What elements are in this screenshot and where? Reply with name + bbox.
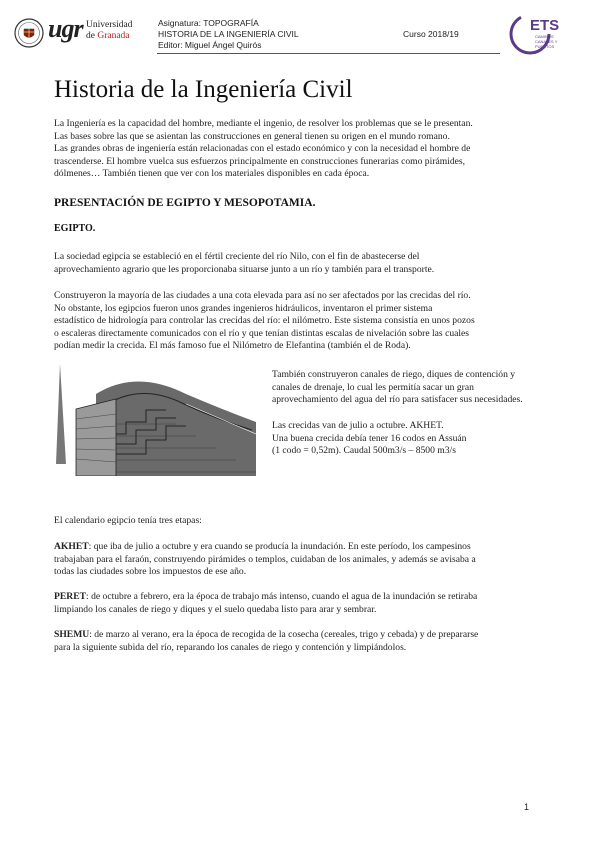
university-name: Universidad de Granada — [86, 20, 133, 41]
header-divider — [157, 53, 500, 54]
season-peret: PERET: de octubre a febrero, era la época de trabajo más intenso, cuando el agua de la inundación se retiraba limpiando los canales de riego y diques y el suelo quedaba listo para arar y sembrar. — [54, 591, 478, 615]
side-paragraph-2: Las crecidas van de julio a octubre. AKHET. Una buena crecida debía tener 16 codos en Assuán (1 codo = 0,52m). Caudal 500m3/s – 8500 m3/s — [272, 420, 467, 456]
ets-caption-line-1: CAMINOS — [535, 34, 554, 39]
ets-logo-text: ETS — [530, 17, 560, 34]
nilometer-illustration — [56, 364, 258, 476]
intro-paragraph: La Ingeniería es la capacidad del hombre, mediante el ingenio, de resolver los problemas que se le presentan. Las bases sobre las que se asientan las construcciones en general tienen su origen en el mundo romano. Las grandes obras de ingeniería están relacionadas con el estado económico y con la necesidad el hombre de trascenderse. El hombre vuelca sus esfuerzos principalmente en construcciones funerarias como pirámides, dólmenes… También tienen que ver con los materiales disponibles en cada época. — [54, 118, 473, 179]
season-shemu: SHEMU: de marzo al verano, era la época de recogida de la cosecha (cereales, trigo y cebada) y de prepararse para la siguiente subida del río, reparando los canales de riego y contención y limpiándolos. — [54, 629, 479, 653]
season-akhet: AKHET: que iba de julio a octubre y era cuando se producía la inundación. En este período, los campesinos trabajaban para el faraón, construyendo pirámides o templos, cuidaban de los animales, y además se avisaba a todas las ciudades sobre los impuestos de ese año. — [54, 541, 476, 577]
side-paragraph-1: También construyeron canales de riego, diques de contención y canales de drenaje, lo cual les permitía sacar un gran aprovechamiento del agua del río para satisfacer sus necesidades. — [272, 369, 523, 405]
subsection-heading: EGIPTO. — [54, 223, 96, 234]
page-number: 1 — [524, 802, 530, 812]
egypt-paragraph-2: Construyeron la mayoría de las ciudades a una cota elevada para así no ser afectados por las crecidas del río. No obstante, los egipcios fueron unos grandes ingenieros hidráulicos, inventaron el primer sistema estadístico de hidrología para controlar las crecidas del río: el nilómetro. Este sistema consistía en unos pozos o escaleras directamente comunicados con el río y que tenían distintas escalas de nivelación sobre las cuales podían medir la crecida. El más famoso fue el Nilómetro de Elefantina (también el de Roda). — [54, 290, 475, 351]
page-title: Historia de la Ingeniería Civil — [54, 76, 353, 103]
ets-logo-icon — [504, 12, 564, 56]
ets-caption-line-3: PUERTOS — [535, 44, 555, 49]
calendar-intro: El calendario egipcio tenía tres etapas: — [54, 515, 202, 526]
editor-label: Editor: Miguel Ángel Quirós — [158, 40, 262, 50]
ets-caption-line-2: CANALES Y — [535, 39, 558, 44]
section-heading: PRESENTACIÓN DE EGIPTO Y MESOPOTAMIA. — [54, 197, 316, 209]
course-year: Curso 2018/19 — [403, 29, 459, 39]
university-seal-icon — [14, 18, 44, 48]
course-title: HISTORIA DE LA INGENIERÍA CIVIL — [158, 29, 299, 39]
egypt-paragraph-1: La sociedad egipcia se estableció en el fértil creciente del río Nilo, con el fin de abastecerse del aprovechamiento agrario que les proporcionaba situarse junto a un río y también para el transporte. — [54, 251, 435, 275]
ugr-logo: ugr — [48, 14, 83, 43]
document-header — [158, 18, 299, 51]
subject-label: Asignatura: TOPOGRAFÍA — [158, 18, 259, 28]
